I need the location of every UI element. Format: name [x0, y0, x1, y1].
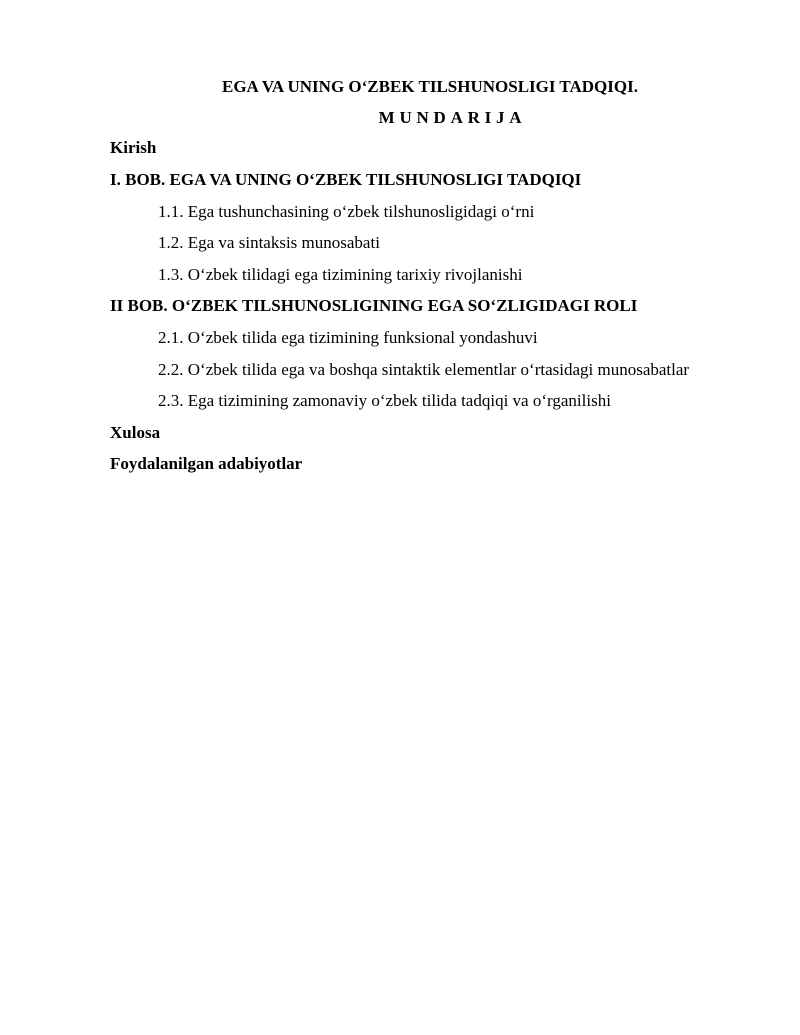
toc-item-section-2-3: 2.3. Ega tizimining zamonaviy o‘zbek tilida tadqiqi va o‘rganilishi [158, 391, 611, 410]
toc-item-chapter-1: I. BOB. EGA VA UNING O‘ZBEK TILSHUNOSLIGI TADQIQI [110, 170, 582, 189]
toc-item-conclusion: Xulosa [110, 423, 161, 442]
toc-item-section-1-2: 1.2. Ega va sintaksis munosabati [158, 233, 380, 252]
contents-heading: MUNDARIJA [378, 108, 527, 127]
toc-item-section-1-1: 1.1. Ega tushunchasining o‘zbek tilshunosligidagi o‘rni [158, 202, 535, 221]
toc-item-references: Foydalanilgan adabiyotlar [110, 454, 303, 473]
toc-item-section-2-1: 2.1. O‘zbek tilida ega tizimining funksional yondashuvi [158, 328, 538, 347]
toc-item-section-2-2: 2.2. O‘zbek tilida ega va boshqa sintaktik elementlar o‘rtasidagi munosabatlar [158, 360, 690, 379]
toc-item-introduction: Kirish [110, 138, 157, 157]
toc-item-section-1-3: 1.3. O‘zbek tilidagi ega tizimining tarixiy rivojlanishi [158, 265, 523, 284]
toc-item-chapter-2: II BOB. O‘ZBEK TILSHUNOSLIGINING EGA SO‘ZLIGIDAGI ROLI [110, 296, 638, 315]
document-title: EGA VA UNING O‘ZBEK TILSHUNOSLIGI TADQIQI. [221, 77, 638, 96]
